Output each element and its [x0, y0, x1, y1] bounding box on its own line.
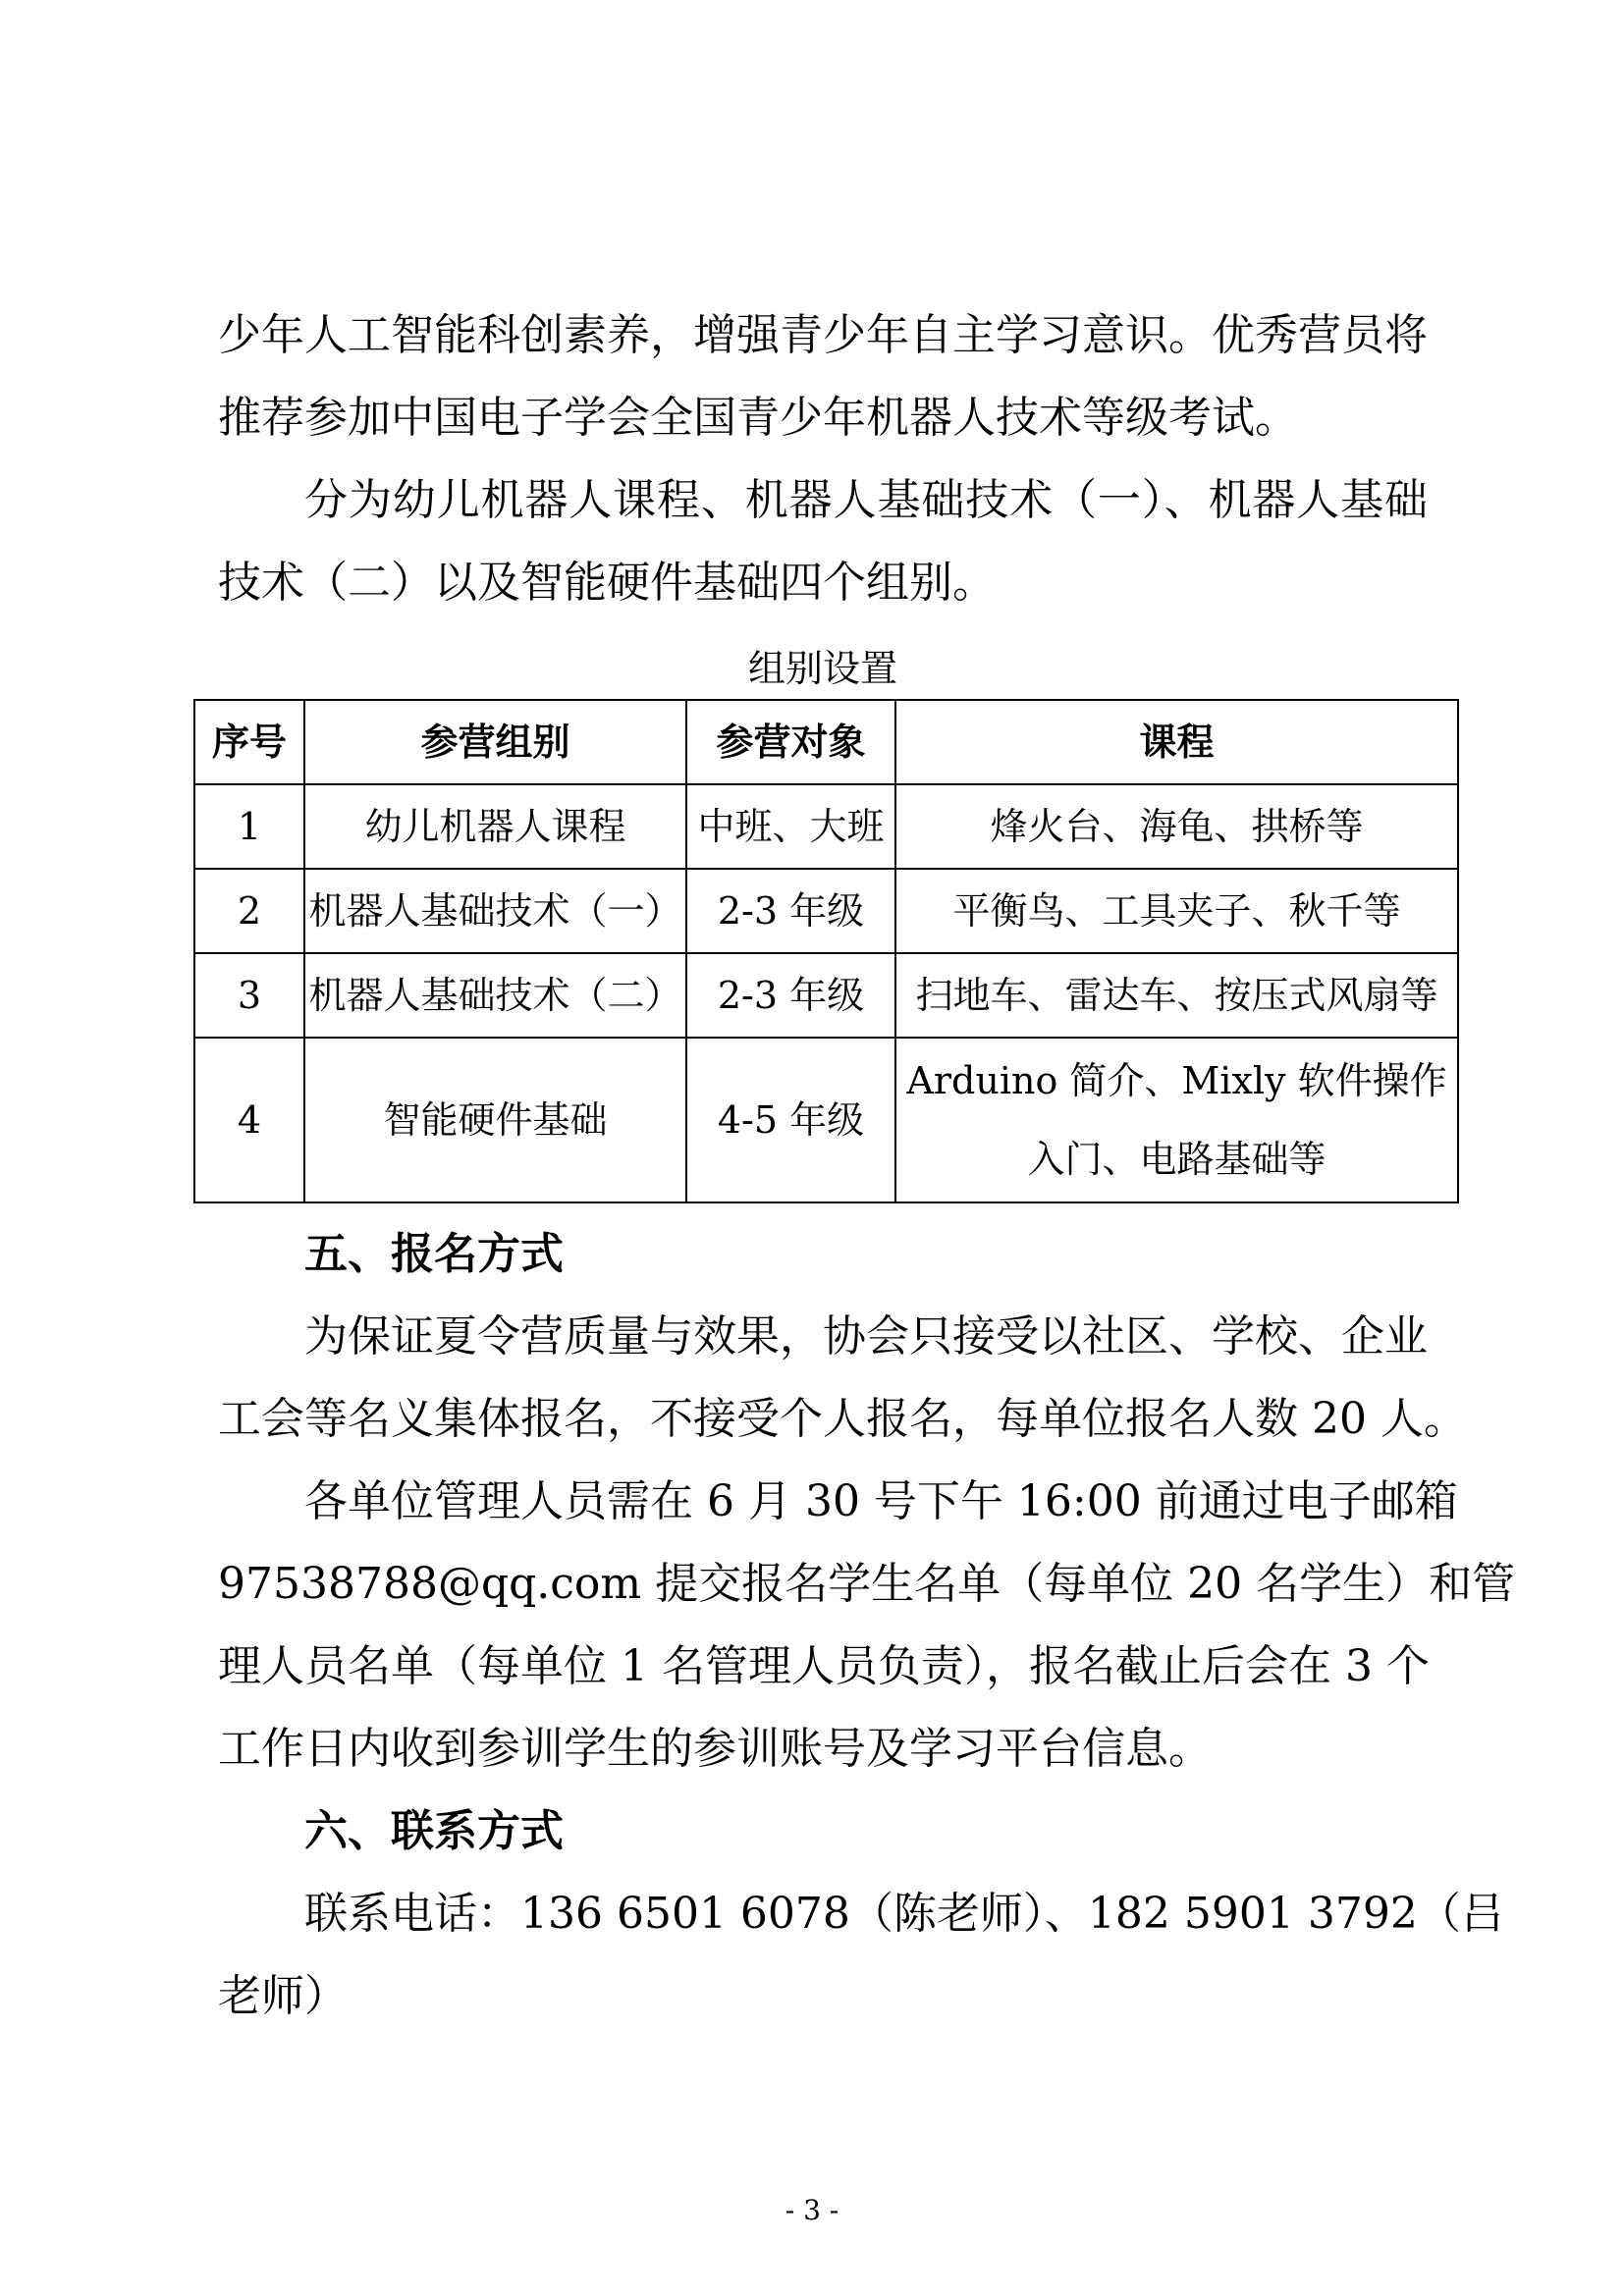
table-row: [194, 869, 1458, 953]
table-header-row: [194, 700, 1458, 784]
cell-course: 扫地车、雷达车、按压式风扇等: [895, 953, 1458, 1038]
paragraph-line: 技术（二）以及智能硬件基础四个组别。: [218, 558, 996, 608]
table-caption: 组别设置: [747, 647, 897, 690]
group-settings-table: [193, 699, 1459, 1203]
table-row: [194, 784, 1458, 869]
paragraph-line: 推荐参加中国电子学会全国青少年机器人技术等级考试。: [218, 393, 1298, 443]
header-group: 参营组别: [304, 700, 686, 784]
paragraph-line: 理人员名单（每单位 1 名管理人员负责），报名截止后会在 3 个: [218, 1641, 1430, 1691]
cell-course: [895, 1038, 1458, 1202]
page-number: - 3 -: [785, 2194, 839, 2226]
cell-course: 平衡鸟、工具夹子、秋千等: [895, 869, 1458, 953]
header-course: 课程: [895, 700, 1458, 784]
cell-course-line: 入门、电路基础等: [1027, 1138, 1326, 1181]
header-target: 参营对象: [686, 700, 895, 784]
cell-group: 智能硬件基础: [304, 1038, 686, 1202]
cell-target: 4-5 年级: [686, 1038, 895, 1202]
cell-target: 2-3 年级: [686, 953, 895, 1038]
paragraph-line: 分为幼儿机器人课程、机器人基础技术（一）、机器人基础: [304, 475, 1428, 525]
cell-no: 2: [194, 869, 304, 953]
cell-no: 4: [194, 1038, 304, 1202]
section-heading: 五、报名方式: [304, 1229, 564, 1279]
paragraph-line: 少年人工智能科创素养，增强青少年自主学习意识。优秀营员将: [218, 310, 1428, 360]
paragraph-line: 97538788@qq.com 提交报名学生名单（每单位 20 名学生）和管: [218, 1559, 1516, 1609]
cell-target: 中班、大班: [686, 784, 895, 869]
cell-course: 烽火台、海龟、拱桥等: [895, 784, 1458, 869]
cell-no: 3: [194, 953, 304, 1038]
paragraph-line: 为保证夏令营质量与效果，协会只接受以社区、学校、企业: [304, 1311, 1428, 1362]
header-no: 序号: [194, 700, 304, 784]
contact-line: 老师）: [218, 1971, 348, 2021]
paragraph-line: 各单位管理人员需在 6 月 30 号下午 16:00 前通过电子邮箱: [304, 1476, 1458, 1526]
cell-group: 机器人基础技术（一）: [304, 869, 686, 953]
cell-course-line: Arduino 简介、Mixly 软件操作: [906, 1059, 1447, 1102]
cell-no: 1: [194, 784, 304, 869]
contact-line: 联系电话：136 6501 6078（陈老师）、182 5901 3792（吕: [304, 1889, 1504, 1939]
table-row: [194, 953, 1458, 1038]
cell-target: 2-3 年级: [686, 869, 895, 953]
paragraph-line: 工会等名义集体报名，不接受个人报名，每单位报名人数 20 人。: [218, 1394, 1467, 1444]
cell-group: 机器人基础技术（二）: [304, 953, 686, 1038]
table-row: [194, 1038, 1458, 1202]
paragraph-line: 工作日内收到参训学生的参训账号及学习平台信息。: [218, 1724, 1212, 1774]
cell-group: 幼儿机器人课程: [304, 784, 686, 869]
section-heading: 六、联系方式: [304, 1806, 564, 1856]
